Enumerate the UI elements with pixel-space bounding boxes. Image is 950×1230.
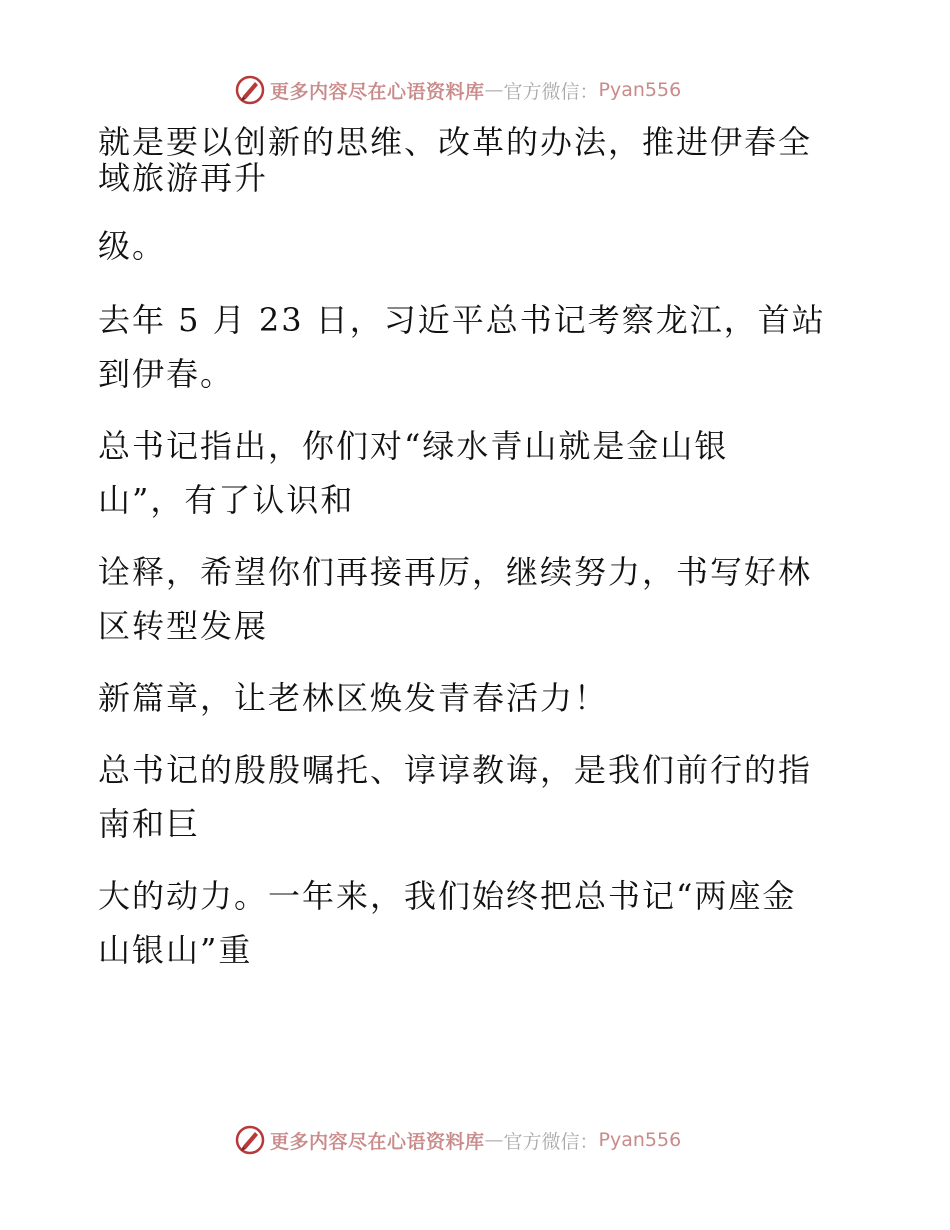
- banner-wechat-label: 官方微信：: [503, 1130, 599, 1153]
- banner-wechat-id: Pyan556: [598, 1129, 682, 1151]
- text-line: 山银山”重: [98, 931, 253, 969]
- header-banner: [234, 72, 681, 108]
- text-line: 域旅游再升: [98, 159, 269, 197]
- text-line: 南和巨: [98, 805, 201, 843]
- text-line: 级。: [98, 227, 167, 265]
- banner-brand-text: 更多内容尽在心语资料库: [270, 1130, 485, 1153]
- text-line: 大的动力。一年来，我们始终把总书记“两座金: [98, 877, 797, 915]
- document-body: [98, 124, 858, 968]
- pen-logo-icon: [234, 74, 266, 106]
- banner-separator: —: [484, 79, 504, 101]
- text-line: 区转型发展: [98, 607, 269, 645]
- text-line: 诠释，希望你们再接再厉，继续努力，书写好林: [98, 553, 813, 591]
- text-line: 总书记的殷殷嘱托、谆谆教诲，是我们前行的指: [98, 751, 813, 789]
- text-line: 到伊春。: [98, 355, 235, 393]
- pen-logo-icon: [234, 1124, 266, 1156]
- text-line: 山”，有了认识和: [98, 481, 355, 519]
- banner-separator: —: [484, 1129, 504, 1151]
- banner-wechat-label: 官方微信：: [503, 80, 599, 103]
- text-line: 新篇章，让老林区焕发青春活力！: [98, 679, 609, 717]
- banner-brand-text: 更多内容尽在心语资料库: [270, 80, 485, 103]
- text-line: 就是要以创新的思维、改革的办法，推进伊春全: [98, 123, 813, 161]
- text-line: 总书记指出，你们对“绿水青山就是金山银: [98, 427, 729, 465]
- footer-banner: [234, 1122, 681, 1158]
- banner-wechat-id: Pyan556: [598, 79, 682, 101]
- text-line: 去年 5 月 23 日，习近平总书记考察龙江，首站: [98, 301, 826, 339]
